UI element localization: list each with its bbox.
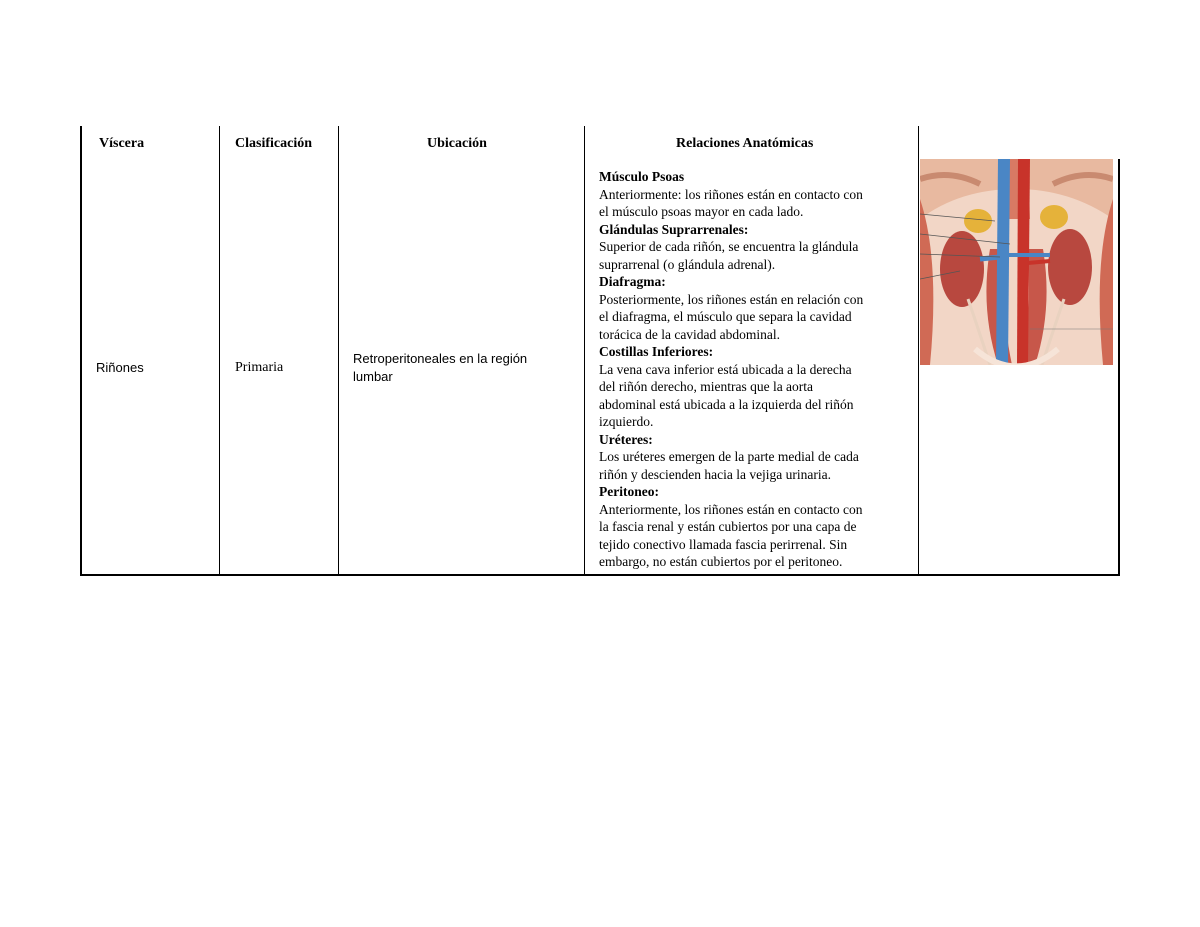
relation-line: abdominal está ubicada a la izquierda del riñón	[599, 396, 854, 412]
header-location: Ubicación	[427, 136, 487, 151]
relation-line: torácica de la cavidad abdominal.	[599, 326, 781, 342]
relation-line: la fascia renal y están cubiertos por una capa de	[599, 519, 857, 534]
relation-line: suprarrenal (o glándula adrenal).	[599, 256, 776, 272]
relation-heading: Uréteres:	[599, 431, 653, 447]
cell-location	[353, 350, 527, 385]
grid-line-4	[918, 126, 919, 576]
relation-heading: Costillas Inferiores:	[599, 344, 714, 359]
grid-line-right	[1118, 159, 1120, 576]
relation-line: izquierdo.	[599, 414, 654, 429]
cell-location-line-2: lumbar	[353, 368, 393, 384]
relation-line: el diafragma, el músculo que separa la cavidad	[599, 309, 852, 324]
header-relations: Relaciones Anatómicas	[676, 136, 814, 151]
kidney-anatomy-illustration	[920, 159, 1113, 365]
grid-line-3	[584, 126, 585, 576]
relation-line: Posteriormente, los riñones están en relación con	[599, 291, 864, 307]
cell-relations	[599, 168, 909, 571]
relation-heading: Glándulas Suprarrenales:	[599, 221, 749, 237]
relation-line: Superior de cada riñón, se encuentra la glándula	[599, 239, 859, 254]
grid-line-1	[219, 126, 220, 576]
header-classification: Clasificación	[235, 136, 312, 151]
relation-line: Anteriormente: los riñones están en contacto con	[599, 186, 863, 202]
grid-line-2	[338, 126, 339, 576]
relation-heading: Músculo Psoas	[599, 169, 685, 184]
grid-line-bottom	[80, 574, 1120, 576]
relation-heading: Diafragma:	[599, 274, 666, 289]
relation-line: tejido conectivo llamada fascia perirrenal. Sin	[599, 536, 848, 552]
relation-line: riñón y descienden hacia la vejiga urinaria.	[599, 466, 832, 482]
cell-location-line-1: Retroperitoneales en la región	[353, 351, 528, 366]
grid-line-left	[80, 126, 82, 576]
relation-line: el músculo psoas mayor en cada lado.	[599, 204, 804, 219]
cell-viscera: Riñones	[96, 360, 144, 375]
header-viscera: Víscera	[99, 136, 145, 151]
viscera-table	[80, 126, 1120, 576]
relation-line: Anteriormente, los riñones están en contacto con	[599, 501, 863, 517]
cell-classification: Primaria	[235, 360, 284, 375]
relation-line: La vena cava inferior está ubicada a la derecha	[599, 361, 852, 377]
relation-heading: Peritoneo:	[599, 484, 659, 499]
relation-line: embargo, no están cubiertos por el peritoneo.	[599, 554, 843, 569]
relation-line: del riñón derecho, mientras que la aorta	[599, 379, 814, 394]
relation-line: Los uréteres emergen de la parte medial de cada	[599, 449, 859, 464]
